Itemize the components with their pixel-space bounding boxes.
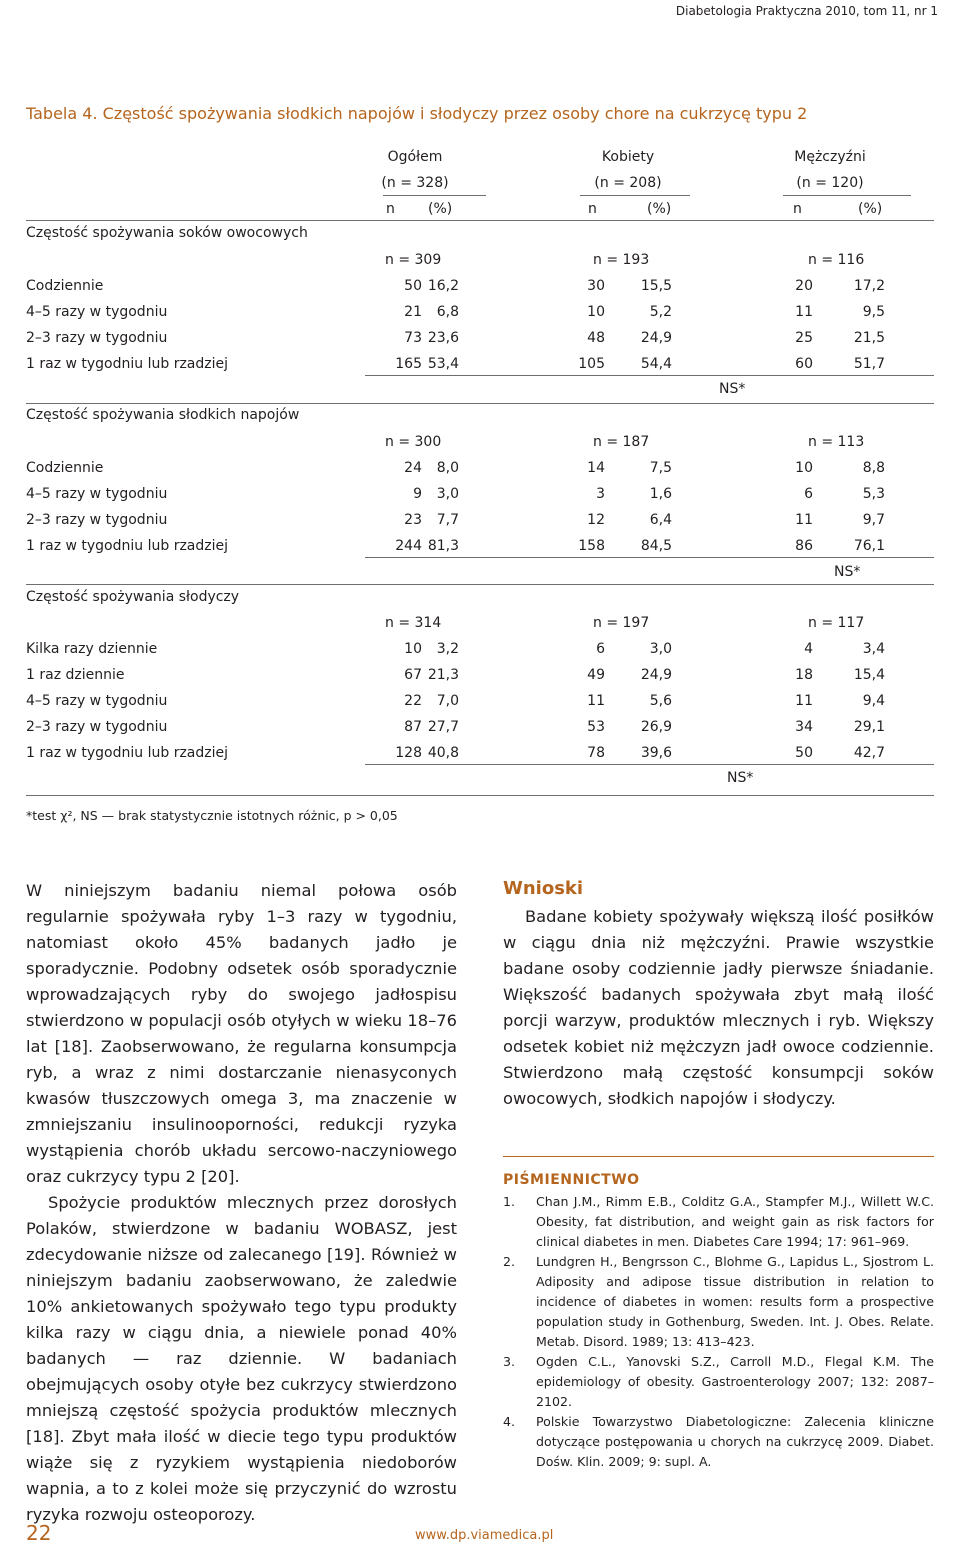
cell-pct: 9,5 xyxy=(862,304,885,320)
cell-pct: 3,2 xyxy=(436,641,459,657)
cell-n: 87 xyxy=(404,719,422,735)
reference-number: 2. xyxy=(503,1254,516,1269)
cell-n: 73 xyxy=(404,330,422,346)
body-paragraph: Spożycie produktów mlecznych przez dorosłych Polaków, stwierdzone w badaniu WOBASZ, jest zdecydowanie niższe od zalecanego [19]. Również w niniejszym badaniu zaobserwowano, że zaledwie 10% ankietowanych spożywało tego typu produkty kilka razy w ciągu dnia, a niewiele ponad 40% badanych — raz dziennie. W badaniach obejmujących osoby otyłe bez cukrzycy stwierdzono mniejszą częstość spożycia produktów mlecznych [18]. Zbyt mała ilość w diecie tego typu produktów wiąże się z ryzykiem wystąpienia niedoborów wapnia, a to z kolei może się przyczynić do wzrostu ryzyka rozwoju osteoporozy. xyxy=(26,1193,457,1524)
row-label: 2–3 razy w tygodniu xyxy=(26,512,168,528)
section-title: Częstość spożywania soków owocowych xyxy=(26,225,308,241)
cell-n: 60 xyxy=(795,356,813,372)
cell-pct: 42,7 xyxy=(853,745,885,761)
section-count: n = 193 xyxy=(593,252,650,268)
section-count: n = 300 xyxy=(385,434,442,450)
reference-text: Chan J.M., Rimm E.B., Colditz G.A., Stampfer M.J., Willett W.C. Obesity, fat distribution, and weight gain as risk factors for clinical diabetes in men. Diabetes Care 1994; 17: 961–969. xyxy=(536,1194,934,1249)
cell-pct: 17,2 xyxy=(853,278,885,294)
reference-item xyxy=(503,1352,934,1412)
group-underline xyxy=(383,195,486,196)
cell-n: 165 xyxy=(395,356,422,372)
cell-pct: 84,5 xyxy=(640,538,672,554)
cell-pct: 9,4 xyxy=(862,693,885,709)
group-n-label: (n = 120) xyxy=(796,175,864,191)
section-count: n = 309 xyxy=(385,252,442,268)
cell-pct: 81,3 xyxy=(427,538,459,554)
row-label: 1 raz w tygodniu lub rzadziej xyxy=(26,538,229,554)
cell-pct: 5,2 xyxy=(649,304,672,320)
cell-n: 244 xyxy=(395,538,422,554)
cell-pct: 51,7 xyxy=(853,356,885,372)
references-list xyxy=(503,1192,934,1472)
group-name: Kobiety xyxy=(601,149,655,165)
row-label: 4–5 razy w tygodniu xyxy=(26,486,168,502)
reference-number: 4. xyxy=(503,1414,516,1429)
conclusions-heading: Wnioski xyxy=(503,878,584,899)
reference-text: Ogden C.L., Yanovski S.Z., Carroll M.D., Flegal K.M. The epidemiology of obesity. Gastroenterology 2007; 132: 2087–2102. xyxy=(536,1354,934,1409)
cell-n: 10 xyxy=(587,304,605,320)
cell-n: 49 xyxy=(587,667,605,683)
reference-text: Lundgren H., Bengrsson C., Blohme G., Lapidus L., Sjostrom L. Adiposity and adipose tissue distribution in relation to incidence of diabetes in women: results form a prospective population study in Gothenburg, Sweden. Int. J. Obes. Relate. Metab. Disord. 1989; 13: 413–423. xyxy=(536,1254,934,1349)
cell-pct: 5,6 xyxy=(649,693,672,709)
group-underline xyxy=(580,195,690,196)
col-n-header: n xyxy=(386,201,395,217)
conclusions-text xyxy=(503,904,934,1112)
journal-header: Diabetologia Praktyczna 2010, tom 11, nr 1 xyxy=(675,4,938,18)
cell-n: 105 xyxy=(578,356,605,372)
reference-item xyxy=(503,1192,934,1252)
cell-pct: 27,7 xyxy=(427,719,459,735)
cell-pct: 9,7 xyxy=(862,512,885,528)
cell-pct: 24,9 xyxy=(640,330,672,346)
cell-n: 6 xyxy=(596,641,605,657)
cell-n: 11 xyxy=(795,693,813,709)
cell-n: 20 xyxy=(795,278,813,294)
cell-n: 48 xyxy=(587,330,605,346)
cell-n: 86 xyxy=(795,538,813,554)
cell-pct: 26,9 xyxy=(640,719,672,735)
cell-pct: 23,6 xyxy=(427,330,459,346)
cell-pct: 7,7 xyxy=(436,512,459,528)
cell-n: 21 xyxy=(404,304,422,320)
section-count: n = 116 xyxy=(808,252,865,268)
col-pct-header: (%) xyxy=(428,201,453,217)
section-count: n = 314 xyxy=(385,615,442,631)
cell-pct: 53,4 xyxy=(427,356,459,372)
row-label: Kilka razy dziennie xyxy=(26,641,158,657)
body-paragraph: W niniejszym badaniu niemal połowa osób regularnie spożywała ryby 1–3 razy w tygodniu, natomiast około 45% badanych jadło je sporadycznie. Podobny odsetek osób sporadycznie wprowadzających ryby do swojego jadłospisu stwierdzono w populacji osób otyłych w wieku 18–76 lat [18]. Zaobserwowano, że regularna konsumpcja ryb, a wraz z nimi dostarczanie nienasyconych kwasów tłuszczowych omega 3, ma znaczenie w zmniejszaniu insulinooporności, redukcji ryzyka wystąpienia chorób układu sercowo-naczyniowego oraz cukrzycy typu 2 [20]. xyxy=(26,881,457,1186)
cell-pct: 5,3 xyxy=(862,486,885,502)
page-number: 22 xyxy=(26,1521,52,1545)
table-footnote: *test χ², NS — brak statystycznie istotnych różnic, p > 0,05 xyxy=(26,808,398,823)
cell-pct: 39,6 xyxy=(640,745,672,761)
section-title: Częstość spożywania słodkich napojów xyxy=(26,407,300,423)
section-count: n = 187 xyxy=(593,434,650,450)
group-n-label: (n = 208) xyxy=(594,175,662,191)
cell-n: 18 xyxy=(795,667,813,683)
row-label: 1 raz w tygodniu lub rzadziej xyxy=(26,745,229,761)
cell-pct: 76,1 xyxy=(853,538,885,554)
section-bottom-rule xyxy=(26,584,934,585)
cell-pct: 40,8 xyxy=(427,745,459,761)
cell-n: 24 xyxy=(404,460,422,476)
cell-n: 11 xyxy=(795,304,813,320)
row-label: 2–3 razy w tygodniu xyxy=(26,719,168,735)
cell-n: 14 xyxy=(587,460,605,476)
cell-n: 34 xyxy=(795,719,813,735)
cell-n: 25 xyxy=(795,330,813,346)
cell-pct: 6,4 xyxy=(649,512,672,528)
section-count: n = 113 xyxy=(808,434,865,450)
cell-pct: 29,1 xyxy=(853,719,885,735)
cell-n: 11 xyxy=(587,693,605,709)
table-caption-label: Tabela 4. xyxy=(26,104,98,123)
cell-pct: 24,9 xyxy=(640,667,672,683)
cell-n: 23 xyxy=(404,512,422,528)
reference-item xyxy=(503,1412,934,1472)
cell-pct: 21,5 xyxy=(853,330,885,346)
references-heading: PIŚMIENNICTWO xyxy=(503,1172,640,1188)
cell-pct: 6,8 xyxy=(436,304,459,320)
header-bottom-rule xyxy=(26,220,934,221)
cell-pct: 54,4 xyxy=(640,356,672,372)
section-title: Częstość spożywania słodyczy xyxy=(26,589,240,605)
col-n-header: n xyxy=(793,201,802,217)
cell-n: 128 xyxy=(395,745,422,761)
cell-n: 22 xyxy=(404,693,422,709)
cell-pct: 8,0 xyxy=(436,460,459,476)
cell-n: 50 xyxy=(795,745,813,761)
reference-number: 3. xyxy=(503,1354,516,1369)
cell-pct: 7,5 xyxy=(649,460,672,476)
col-n-header: n xyxy=(588,201,597,217)
cell-n: 9 xyxy=(413,486,422,502)
cell-n: 78 xyxy=(587,745,605,761)
row-label: 4–5 razy w tygodniu xyxy=(26,304,168,320)
cell-n: 3 xyxy=(596,486,605,502)
cell-n: 158 xyxy=(578,538,605,554)
row-label: Codziennie xyxy=(26,278,104,294)
group-name: Mężczyźni xyxy=(794,149,866,165)
row-label: 4–5 razy w tygodniu xyxy=(26,693,168,709)
cell-pct: 8,8 xyxy=(862,460,885,476)
row-label: Codziennie xyxy=(26,460,104,476)
references-divider xyxy=(503,1156,934,1157)
table-caption xyxy=(26,104,807,123)
cell-n: 53 xyxy=(587,719,605,735)
group-n-label: (n = 328) xyxy=(381,175,449,191)
cell-pct: 1,6 xyxy=(649,486,672,502)
cell-pct: 21,3 xyxy=(427,667,459,683)
row-label: 1 raz dziennie xyxy=(26,667,125,683)
reference-item xyxy=(503,1252,934,1352)
col-pct-header: (%) xyxy=(858,201,883,217)
cell-n: 10 xyxy=(795,460,813,476)
reference-text: Polskie Towarzystwo Diabetologiczne: Zalecenia kliniczne dotyczące postępowania u chorych na cukrzycę 2009. Diabet. Dośw. Klin. 2009; 9: supl. A. xyxy=(536,1414,934,1469)
cell-n: 11 xyxy=(795,512,813,528)
body-left-column xyxy=(26,878,457,1528)
footer-url[interactable]: www.dp.viamedica.pl xyxy=(415,1528,554,1543)
cell-pct: 3,0 xyxy=(649,641,672,657)
cell-pct: 3,4 xyxy=(862,641,885,657)
row-label: 1 raz w tygodniu lub rzadziej xyxy=(26,356,229,372)
row-label: 2–3 razy w tygodniu xyxy=(26,330,168,346)
group-name: Ogółem xyxy=(387,149,443,165)
col-pct-header: (%) xyxy=(647,201,672,217)
cell-n: 30 xyxy=(587,278,605,294)
cell-n: 4 xyxy=(804,641,813,657)
section-rule xyxy=(365,764,934,765)
section-count: n = 117 xyxy=(808,615,865,631)
section-rule xyxy=(365,375,934,376)
section-bottom-rule xyxy=(26,403,934,404)
cell-n: 12 xyxy=(587,512,605,528)
cell-n: 50 xyxy=(404,278,422,294)
cell-pct: 3,0 xyxy=(436,486,459,502)
conclusions-paragraph: Badane kobiety spożywały większą ilość posiłków w ciągu dnia niż mężczyźni. Prawie wszystkie badane osoby codziennie jadły pierwsze śniadanie. Większość badanych spożywała zbyt małą ilość porcji warzyw, produktów mlecznych i ryb. Większy odsetek kobiet niż mężczyzn jadł owoce codziennie. Stwierdzono małą częstość konsumpcji soków owocowych, słodkich napojów i słodyczy. xyxy=(503,907,934,1108)
reference-number: 1. xyxy=(503,1194,516,1209)
group-underline xyxy=(783,195,911,196)
significance-label: NS* xyxy=(719,381,746,397)
table-caption-text: Częstość spożywania słodkich napojów i słodyczy przez osoby chore na cukrzycę typu 2 xyxy=(102,104,808,123)
cell-n: 6 xyxy=(804,486,813,502)
cell-pct: 16,2 xyxy=(427,278,459,294)
cell-pct: 7,0 xyxy=(436,693,459,709)
cell-n: 67 xyxy=(404,667,422,683)
section-count: n = 197 xyxy=(593,615,650,631)
cell-n: 10 xyxy=(404,641,422,657)
section-rule xyxy=(365,557,934,558)
cell-pct: 15,4 xyxy=(853,667,885,683)
significance-label: NS* xyxy=(834,564,861,580)
cell-pct: 15,5 xyxy=(640,278,672,294)
section-bottom-rule xyxy=(26,795,934,796)
significance-label: NS* xyxy=(727,770,754,786)
